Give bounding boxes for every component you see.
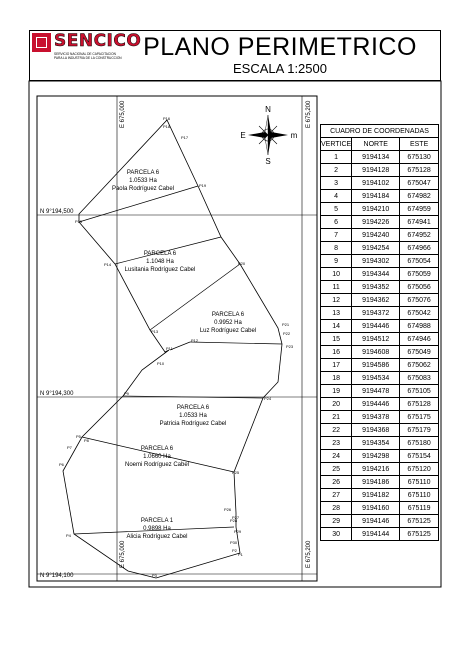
- cell-norte: 9194134: [352, 151, 400, 164]
- table-row: [321, 242, 439, 255]
- cell-norte: 9194216: [352, 463, 400, 476]
- parcel-4-owner: Patricia Rodríguez Cabel: [159, 421, 227, 427]
- table-row: [321, 164, 439, 177]
- cell-norte: 9194372: [352, 307, 400, 320]
- compass-rose-icon: [248, 115, 288, 155]
- grid-label-north-3: N 9°194,100: [40, 573, 74, 579]
- cell-vertice: 13: [321, 307, 352, 320]
- parcel-6-name: PARCELA 1: [140, 518, 174, 524]
- cell-vertice: 15: [321, 333, 352, 346]
- cell-vertice: 22: [321, 424, 352, 437]
- cell-vertice: 9: [321, 255, 352, 268]
- cell-norte: 9194354: [352, 437, 400, 450]
- cell-vertice: 24: [321, 450, 352, 463]
- table-row: [321, 528, 439, 541]
- vertex-label: P3: [152, 573, 157, 578]
- vertex-label: P1: [238, 552, 243, 557]
- vertex-label: P24: [264, 396, 272, 401]
- cell-este: 675128: [400, 398, 439, 411]
- cell-este: 674988: [400, 320, 439, 333]
- cell-vertice: 6: [321, 216, 352, 229]
- cell-norte: 9194298: [352, 450, 400, 463]
- table-row: [321, 437, 439, 450]
- logo-subtitle-line1: SERVICIO NACIONAL DE CAPACITACION: [54, 52, 116, 56]
- cell-norte: 9194128: [352, 164, 400, 177]
- table-row: [321, 489, 439, 502]
- parcel-6-area: 0.9898 Ha: [143, 526, 171, 532]
- compass-label-n: N: [265, 105, 271, 114]
- cell-norte: 9194446: [352, 398, 400, 411]
- cell-este: 675083: [400, 372, 439, 385]
- compass-label-w: E: [240, 131, 246, 140]
- table-row: [321, 177, 439, 190]
- table-row: [321, 450, 439, 463]
- vertex-label: P10: [157, 361, 165, 366]
- vertex-label: P5: [76, 434, 81, 439]
- table-row: [321, 307, 439, 320]
- parcel-5-owner: Noemi Rodríguez Cabel: [124, 462, 190, 468]
- cell-norte: 9194240: [352, 229, 400, 242]
- cell-norte: 9194586: [352, 359, 400, 372]
- table-row: [321, 359, 439, 372]
- cell-vertice: 12: [321, 294, 352, 307]
- parcel-4-name: PARCELA 6: [176, 405, 210, 411]
- cell-este: 675179: [400, 424, 439, 437]
- table-row: [321, 320, 439, 333]
- cell-este: 675076: [400, 294, 439, 307]
- coordinate-grid: [37, 96, 317, 581]
- cell-vertice: 18: [321, 372, 352, 385]
- cell-norte: 9194344: [352, 268, 400, 281]
- table-row: [321, 424, 439, 437]
- cell-vertice: 27: [321, 489, 352, 502]
- table-row: [321, 281, 439, 294]
- vertex-label: P11: [166, 346, 173, 351]
- cell-este: 675056: [400, 281, 439, 294]
- cell-este: 675047: [400, 177, 439, 190]
- cell-vertice: 10: [321, 268, 352, 281]
- vertex-label: P7: [67, 445, 72, 450]
- header-vertice: VERTICE: [321, 138, 352, 151]
- cell-este: 675175: [400, 411, 439, 424]
- cell-vertice: 28: [321, 502, 352, 515]
- cell-norte: 9194446: [352, 320, 400, 333]
- cell-este: 674946: [400, 333, 439, 346]
- table-row: [321, 346, 439, 359]
- table-row: [321, 372, 439, 385]
- compass-label-s: S: [265, 157, 271, 166]
- vertex-label: P18: [163, 124, 171, 129]
- parcel-dividers: [74, 186, 282, 534]
- vertex-label: P27: [232, 515, 240, 520]
- cell-vertice: 16: [321, 346, 352, 359]
- cell-norte: 9194102: [352, 177, 400, 190]
- compass-label-e: m: [290, 131, 298, 140]
- parcel-3-owner: Luz Rodríguez Cabel: [199, 328, 257, 334]
- table-row: [321, 385, 439, 398]
- table-row: [321, 463, 439, 476]
- cell-este: 675049: [400, 346, 439, 359]
- parcel-1-name: PARCELA 6: [126, 170, 160, 176]
- logo-subtitle-line2: PARA LA INDUSTRIA DE LA CONSTRUCCION: [54, 56, 122, 60]
- cell-este: 674966: [400, 242, 439, 255]
- cell-norte: 9194368: [352, 424, 400, 437]
- cell-este: 675110: [400, 476, 439, 489]
- parcel-5-area: 1.0660 Ha: [143, 454, 171, 460]
- parcel-4-area: 1.0533 Ha: [179, 413, 207, 419]
- table-row: [321, 203, 439, 216]
- parcel-2-area: 1.1048 Ha: [146, 259, 174, 265]
- cell-norte: 9194254: [352, 242, 400, 255]
- parcel-2-name: PARCELA 6: [143, 251, 177, 257]
- cell-norte: 9194512: [352, 333, 400, 346]
- cell-norte: 9194608: [352, 346, 400, 359]
- map-frame: [37, 96, 317, 581]
- cell-vertice: 23: [321, 437, 352, 450]
- table-row: [321, 151, 439, 164]
- cell-este: 675180: [400, 437, 439, 450]
- table-row: [321, 216, 439, 229]
- vertex-label: P12: [191, 338, 199, 343]
- header-norte: NORTE: [352, 138, 400, 151]
- cell-norte: 9194182: [352, 489, 400, 502]
- cell-este: 675042: [400, 307, 439, 320]
- parcel-1-area: 1.0533 Ha: [129, 178, 157, 184]
- vertex-label: P16: [163, 116, 171, 121]
- cell-este: 675110: [400, 489, 439, 502]
- grid-label-east-2-top: E 675,200: [306, 100, 312, 128]
- parcel-1-owner: Paola Rodríguez Cabel: [111, 186, 175, 192]
- cell-vertice: 30: [321, 528, 352, 541]
- cell-norte: 9194302: [352, 255, 400, 268]
- cell-norte: 9194146: [352, 515, 400, 528]
- cell-vertice: 4: [321, 190, 352, 203]
- header-este: ESTE: [400, 138, 439, 151]
- cell-vertice: 8: [321, 242, 352, 255]
- cell-norte: 9194478: [352, 385, 400, 398]
- vertex-label: P9: [124, 391, 129, 396]
- grid-label-east-1-bottom: E 675,000: [120, 540, 126, 568]
- coordinates-table-body: [321, 151, 439, 541]
- logo-wordmark: SENCICO: [54, 31, 142, 51]
- table-row: [321, 398, 439, 411]
- vertex-label: P29: [234, 529, 242, 534]
- cell-norte: 9194362: [352, 294, 400, 307]
- cell-este: 675125: [400, 515, 439, 528]
- parcel-2-owner: Lusitania Rodríguez Cabel: [124, 267, 196, 273]
- cell-norte: 9194534: [352, 372, 400, 385]
- coordinates-table: [320, 124, 439, 541]
- table-row: [321, 476, 439, 489]
- vertex-label: P4: [66, 533, 71, 538]
- cell-este: 675125: [400, 528, 439, 541]
- cell-norte: 9194186: [352, 476, 400, 489]
- cell-este: 675154: [400, 450, 439, 463]
- cell-vertice: 17: [321, 359, 352, 372]
- vertex-label: P19: [199, 183, 207, 188]
- cell-este: 675054: [400, 255, 439, 268]
- grid-label-east-2-bottom: E 675,200: [306, 540, 312, 568]
- grid-label-north-2: N 9°194,300: [40, 391, 74, 397]
- cell-este: 674959: [400, 203, 439, 216]
- table-row: [321, 229, 439, 242]
- cell-vertice: 26: [321, 476, 352, 489]
- cell-vertice: 7: [321, 229, 352, 242]
- cell-vertice: 1: [321, 151, 352, 164]
- parcel-3-area: 0.9952 Ha: [214, 320, 242, 326]
- parcel-5-name: PARCELA 6: [140, 446, 174, 452]
- cell-vertice: 3: [321, 177, 352, 190]
- cell-norte: 9194184: [352, 190, 400, 203]
- cell-vertice: 11: [321, 281, 352, 294]
- table-row: [321, 502, 439, 515]
- vertex-label: P30: [230, 540, 238, 545]
- cell-norte: 9194160: [352, 502, 400, 515]
- table-row: [321, 268, 439, 281]
- cell-este: 675130: [400, 151, 439, 164]
- cell-norte: 9194378: [352, 411, 400, 424]
- vertex-label: P20: [238, 261, 246, 266]
- vertex-label: P25: [232, 470, 240, 475]
- vertex-label: P15: [75, 219, 83, 224]
- vertex-label: P2: [232, 548, 237, 553]
- table-row: [321, 190, 439, 203]
- vertex-label: P8: [84, 438, 89, 443]
- grid-label-east-1-top: E 675,000: [120, 100, 126, 128]
- cell-norte: 9194352: [352, 281, 400, 294]
- vertex-label: P28: [230, 518, 238, 523]
- cell-este: 675128: [400, 164, 439, 177]
- cell-este: 675120: [400, 463, 439, 476]
- vertex-label: P14: [104, 262, 112, 267]
- vertex-label: P6: [59, 462, 64, 467]
- table-row: [321, 515, 439, 528]
- parcel-6-owner: Alicia Rodríguez Cabel: [126, 534, 188, 540]
- vertex-label: P13: [151, 329, 159, 334]
- cell-este: 674941: [400, 216, 439, 229]
- table-row: [321, 294, 439, 307]
- grid-label-north-1: N 9°194,500: [40, 209, 74, 215]
- cell-vertice: 21: [321, 411, 352, 424]
- cell-norte: 9194210: [352, 203, 400, 216]
- vertex-label: P23: [286, 344, 294, 349]
- cell-este: 675059: [400, 268, 439, 281]
- cell-vertice: 2: [321, 164, 352, 177]
- cell-vertice: 20: [321, 398, 352, 411]
- plan-scale: ESCALA 1:2500: [233, 61, 327, 76]
- divider-p12-p11: [170, 342, 190, 350]
- table-caption: CUADRO DE COORDENADAS: [321, 125, 439, 138]
- vertex-label: P26: [224, 507, 232, 512]
- table-row: [321, 255, 439, 268]
- plan-title: PLANO PERIMETRICO: [143, 33, 417, 61]
- divider-p22-p12: [190, 342, 282, 344]
- cell-este: 674982: [400, 190, 439, 203]
- cell-este: 674952: [400, 229, 439, 242]
- cell-vertice: 19: [321, 385, 352, 398]
- cell-este: 675062: [400, 359, 439, 372]
- cell-vertice: 5: [321, 203, 352, 216]
- cell-norte: 9194144: [352, 528, 400, 541]
- vertex-label: P22: [283, 331, 291, 336]
- cell-vertice: 25: [321, 463, 352, 476]
- parcel-3-name: PARCELA 6: [211, 312, 245, 318]
- table-row: [321, 333, 439, 346]
- cell-norte: 9194226: [352, 216, 400, 229]
- vertex-label: P17: [181, 135, 189, 140]
- cell-vertice: 29: [321, 515, 352, 528]
- table-row: [321, 411, 439, 424]
- cell-este: 675105: [400, 385, 439, 398]
- cell-este: 675119: [400, 502, 439, 515]
- vertex-label: P21: [282, 322, 290, 327]
- cell-vertice: 14: [321, 320, 352, 333]
